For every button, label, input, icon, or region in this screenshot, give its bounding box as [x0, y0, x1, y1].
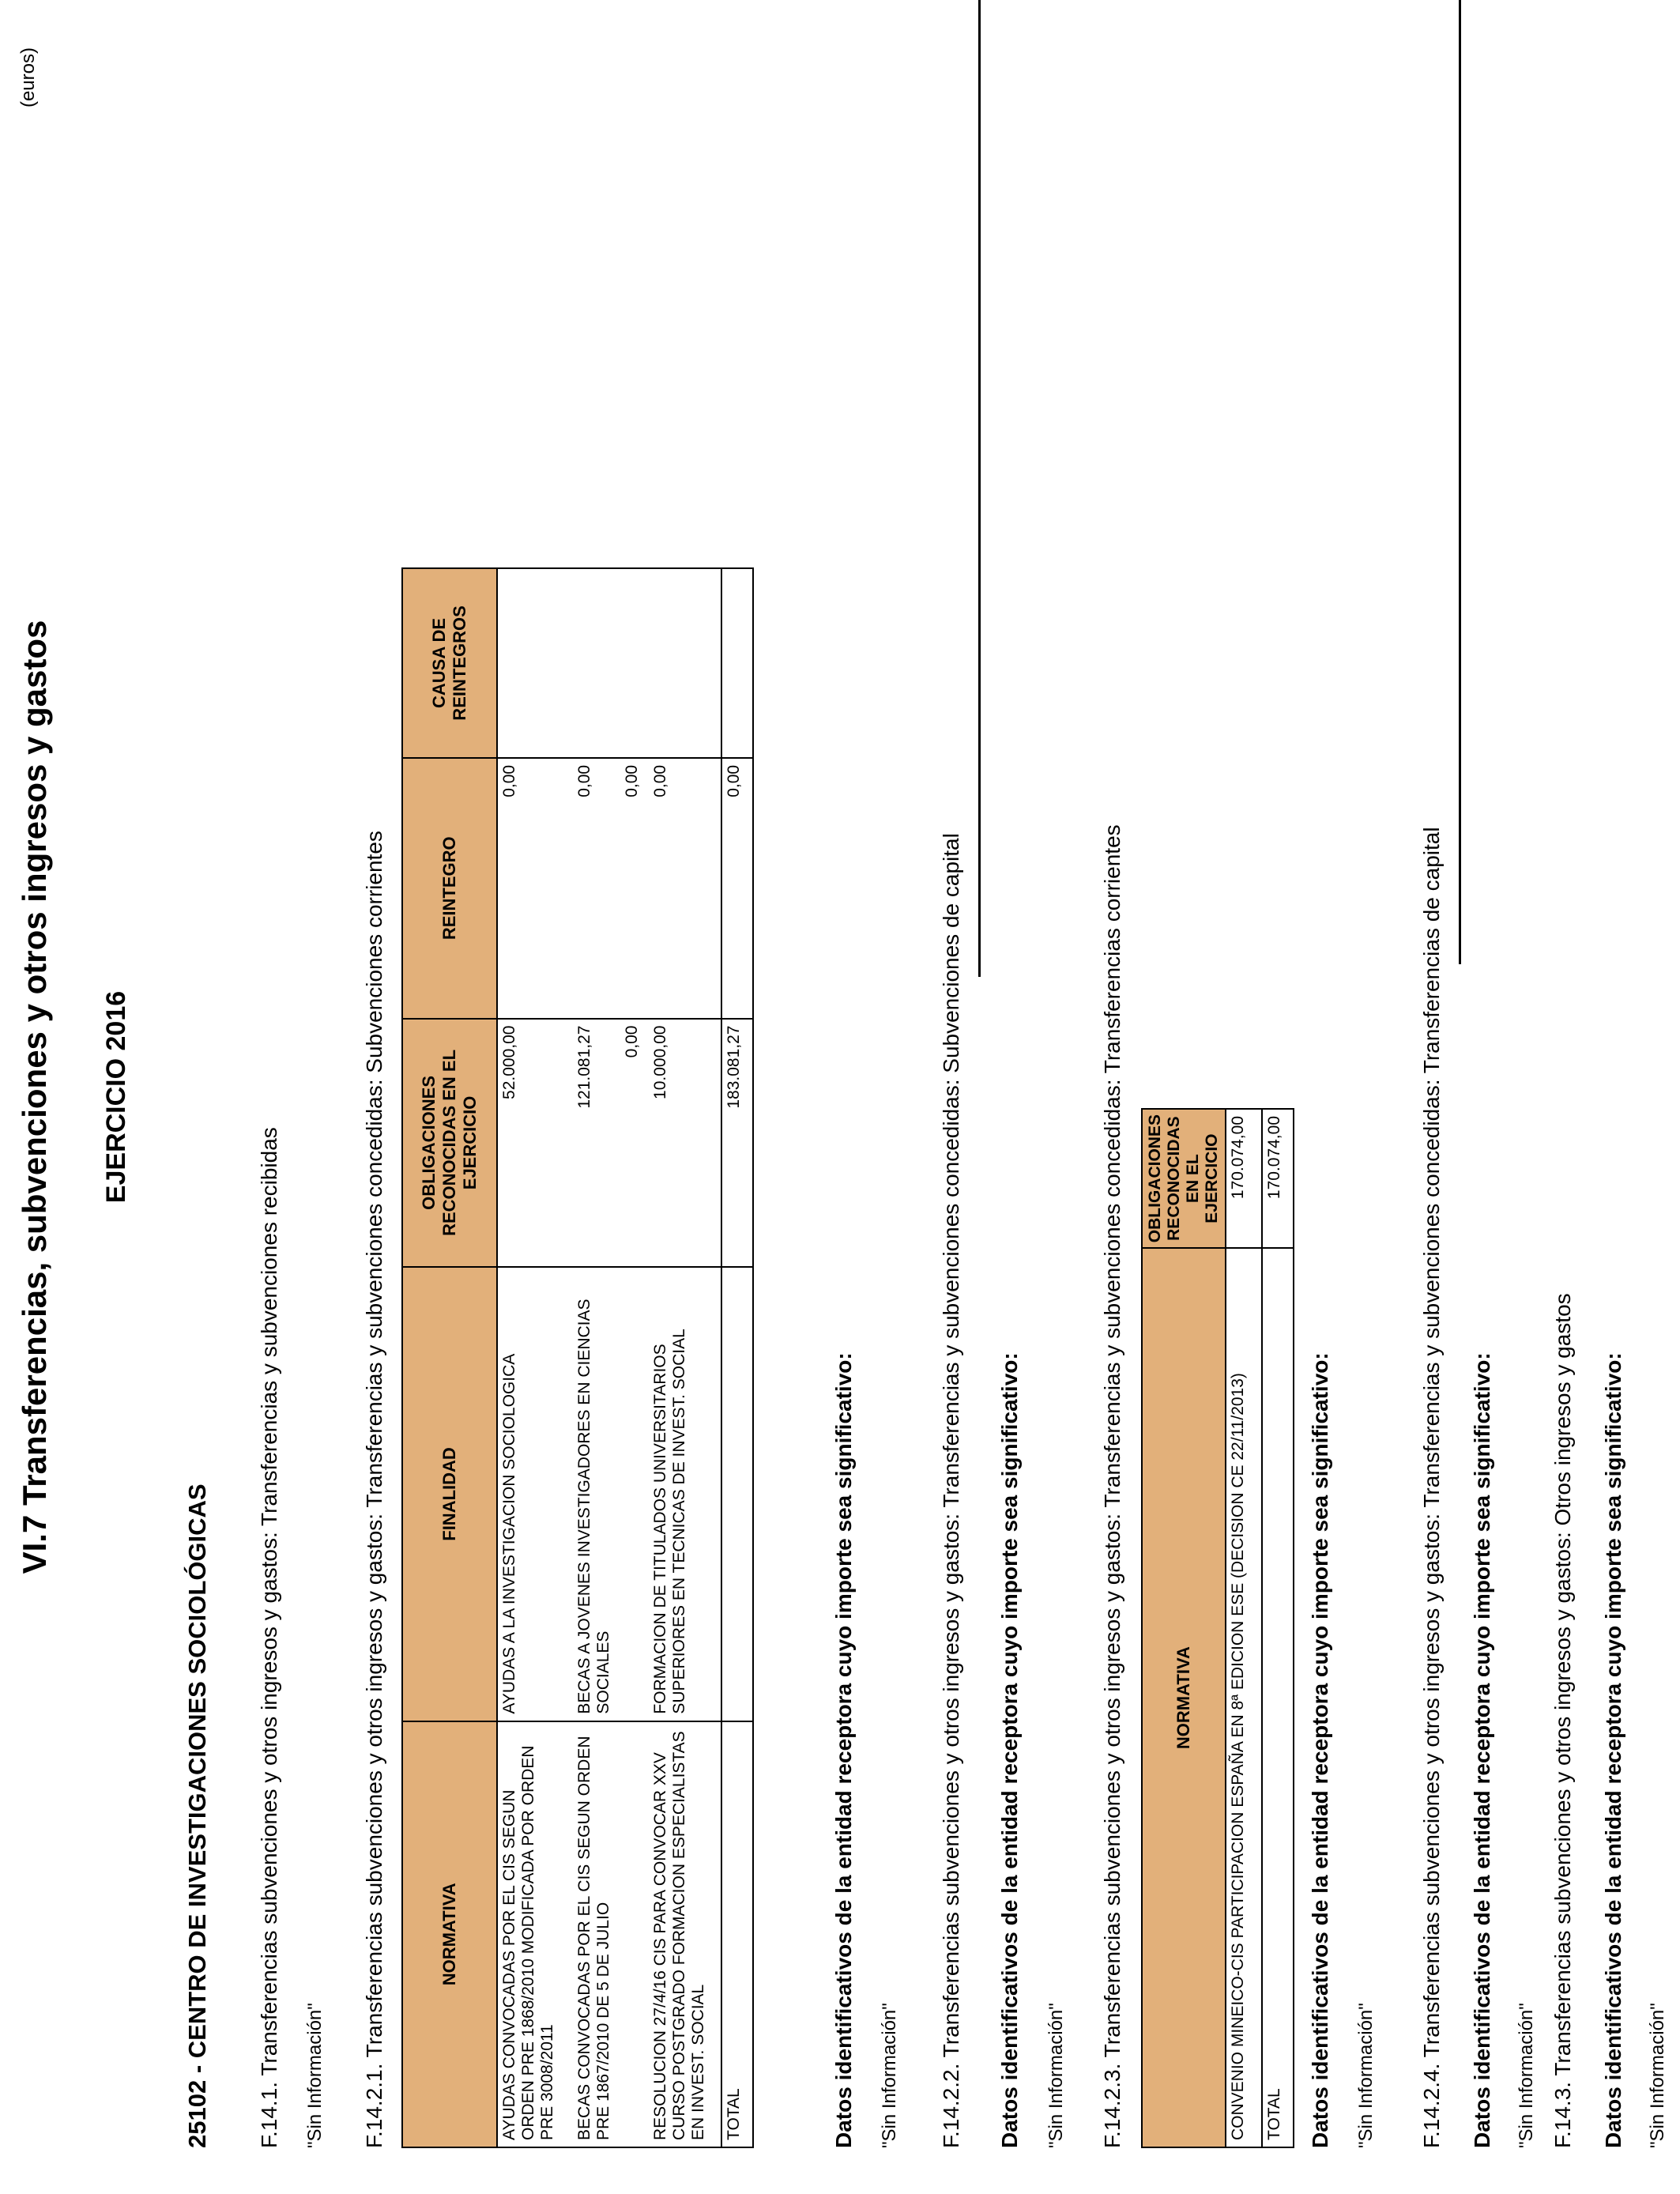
obligaciones-cell: 0,00: [620, 1019, 649, 1268]
col-reintegro: REINTEGRO: [402, 758, 497, 1019]
col-normativa: NORMATIVA: [402, 1721, 497, 2147]
section-f14221-datos: Datos identificativos de la entidad receptora cuyo importe sea significativo:: [831, 1352, 856, 2148]
obligaciones-cell: 121.081,27: [573, 1019, 620, 1268]
table-row: [497, 568, 573, 2147]
total-obligaciones: 170.074,00: [1262, 1109, 1294, 1248]
reintegro-cell: 0,00: [649, 758, 721, 1019]
finalidad-cell: BECAS A JOVENES INVESTIGADORES EN CIENCIAS SOCIALES: [573, 1267, 620, 1721]
finalidad-cell: AYUDAS A LA INVESTIGACION SOCIOLOGICA: [497, 1267, 573, 1721]
col-finalidad: FINALIDAD: [402, 1267, 497, 1721]
obligaciones-cell: 170.074,00: [1226, 1109, 1262, 1248]
normativa-cell: BECAS CONVOCADAS POR EL CIS SEGUN ORDEN PRE 1867/2010 DE 5 DE JULIO: [573, 1721, 620, 2147]
total-obligaciones: 183.081,27: [721, 1019, 753, 1268]
obligaciones-cell: 52.000,00: [497, 1019, 573, 1268]
col-obligaciones: OBLIGACIONES RECONOCIDAS EN EL EJERCICIO: [1142, 1109, 1226, 1248]
normativa-cell: AYUDAS CONVOCADAS POR EL CIS SEGUN ORDEN PRE 1868/2010 MODIFICADA POR ORDEN PRE 3008/2011: [497, 1721, 573, 2147]
units-label: (euros): [17, 47, 39, 108]
normativa-cell: RESOLUCION 27/4/16 CIS PARA CONVOCAR XXV CURSO POSTGRADO FORMACION ESPECIALISTAS EN INVEST. SOCIAL: [649, 1721, 721, 2147]
obligaciones-cell: 10.000,00: [649, 1019, 721, 1268]
col-causa: CAUSA DE REINTEGROS: [402, 568, 497, 758]
total-label: TOTAL: [1262, 1248, 1294, 2147]
section-f14224-heading: F.14.2.4. Transferencias subvenciones y otros ingresos y gastos: Transferencias y subvenciones concedidas: Transferencias de capital: [1419, 827, 1444, 2148]
fiscal-year: EJERCICIO 2016: [101, 990, 131, 1204]
col-normativa: NORMATIVA: [1142, 1248, 1226, 2147]
reintegro-cell: 0,00: [620, 758, 649, 1019]
finalidad-cell: [620, 1267, 649, 1721]
reintegro-cell: 0,00: [497, 758, 573, 1019]
section-f14223-heading: F.14.2.3. Transferencias subvenciones y otros ingresos y gastos: Transferencias y subvenciones concedidas: Transferencias corrientes: [1100, 824, 1124, 2148]
total-row: [1262, 1109, 1294, 2147]
causa-cell: [497, 568, 573, 758]
transferencias-corrientes-table: [1141, 1108, 1294, 2148]
section-f14224-note: "Sin Información": [1516, 2003, 1537, 2148]
section-f14223-note: "Sin Información": [1355, 2003, 1377, 2148]
causa-cell: [620, 568, 649, 758]
section-f14222-datos: Datos identificativos de la entidad receptora cuyo importe sea significativo:: [997, 1352, 1022, 2148]
table-row: [1226, 1109, 1262, 2147]
total-row: [721, 568, 753, 2147]
table-row: [620, 568, 649, 2147]
section-f1413-note: "Sin Información": [1647, 2003, 1668, 2148]
rule-f14224: [1459, 0, 1461, 964]
rule-f14222: [978, 0, 981, 977]
finalidad-cell: FORMACION DE TITULADOS UNIVERSITARIOS SUPERIORES EN TECNICAS DE INVEST. SOCIAL: [649, 1267, 721, 1721]
section-f14221-heading: F.14.2.1. Transferencias subvenciones y otros ingresos y gastos: Transferencias y subvenciones concedidas: Subvenciones corrientes: [362, 831, 386, 2148]
page-title: VI.7 Transferencias, subvenciones y otros ingresos y gastos: [16, 620, 53, 1574]
section-f14222-heading: F.14.2.2. Transferencias subvenciones y otros ingresos y gastos: Transferencias y subvenciones concedidas: Subvenciones de capital: [939, 833, 963, 2148]
table-row: [649, 568, 721, 2147]
causa-cell: [649, 568, 721, 758]
section-f1411-note: "Sin Información": [304, 2003, 326, 2148]
section-f14223-datos: Datos identificativos de la entidad receptora cuyo importe sea significativo:: [1308, 1352, 1332, 2148]
subvenciones-corrientes-table: [401, 567, 754, 2148]
entity-name: 25102 - CENTRO DE INVESTIGACIONES SOCIOLÓGICAS: [183, 1483, 211, 2148]
total-reintegro: 0,00: [721, 758, 753, 1019]
reintegro-cell: 0,00: [573, 758, 620, 1019]
causa-cell: [573, 568, 620, 758]
section-f14222-note: "Sin Información": [1045, 2003, 1067, 2148]
section-f1413-datos: Datos identificativos de la entidad receptora cuyo importe sea significativo:: [1601, 1352, 1625, 2148]
section-f1411-heading: F.14.1. Transferencias subvenciones y otros ingresos y gastos: Transferencias y subvenciones recibidas: [257, 1127, 281, 2148]
total-label: TOTAL: [721, 1721, 753, 2147]
normativa-cell: [620, 1721, 649, 2147]
section-f1413-heading: F.14.3. Transferencias subvenciones y otros ingresos y gastos: Otros ingresos y gastos: [1550, 1293, 1575, 2148]
table-row: [573, 568, 620, 2147]
col-obligaciones: OBLIGACIONES RECONOCIDAS EN EL EJERCICIO: [402, 1019, 497, 1268]
normativa-cell: CONVENIO MINEICO-CIS PARTICIPACION ESPAÑA EN 8ª EDICION ESE (DECISION CE 22/11/2013): [1226, 1248, 1262, 2147]
section-f14221-note: "Sin Información": [879, 2003, 900, 2148]
section-f14224-datos: Datos identificativos de la entidad receptora cuyo importe sea significativo:: [1470, 1352, 1494, 2148]
